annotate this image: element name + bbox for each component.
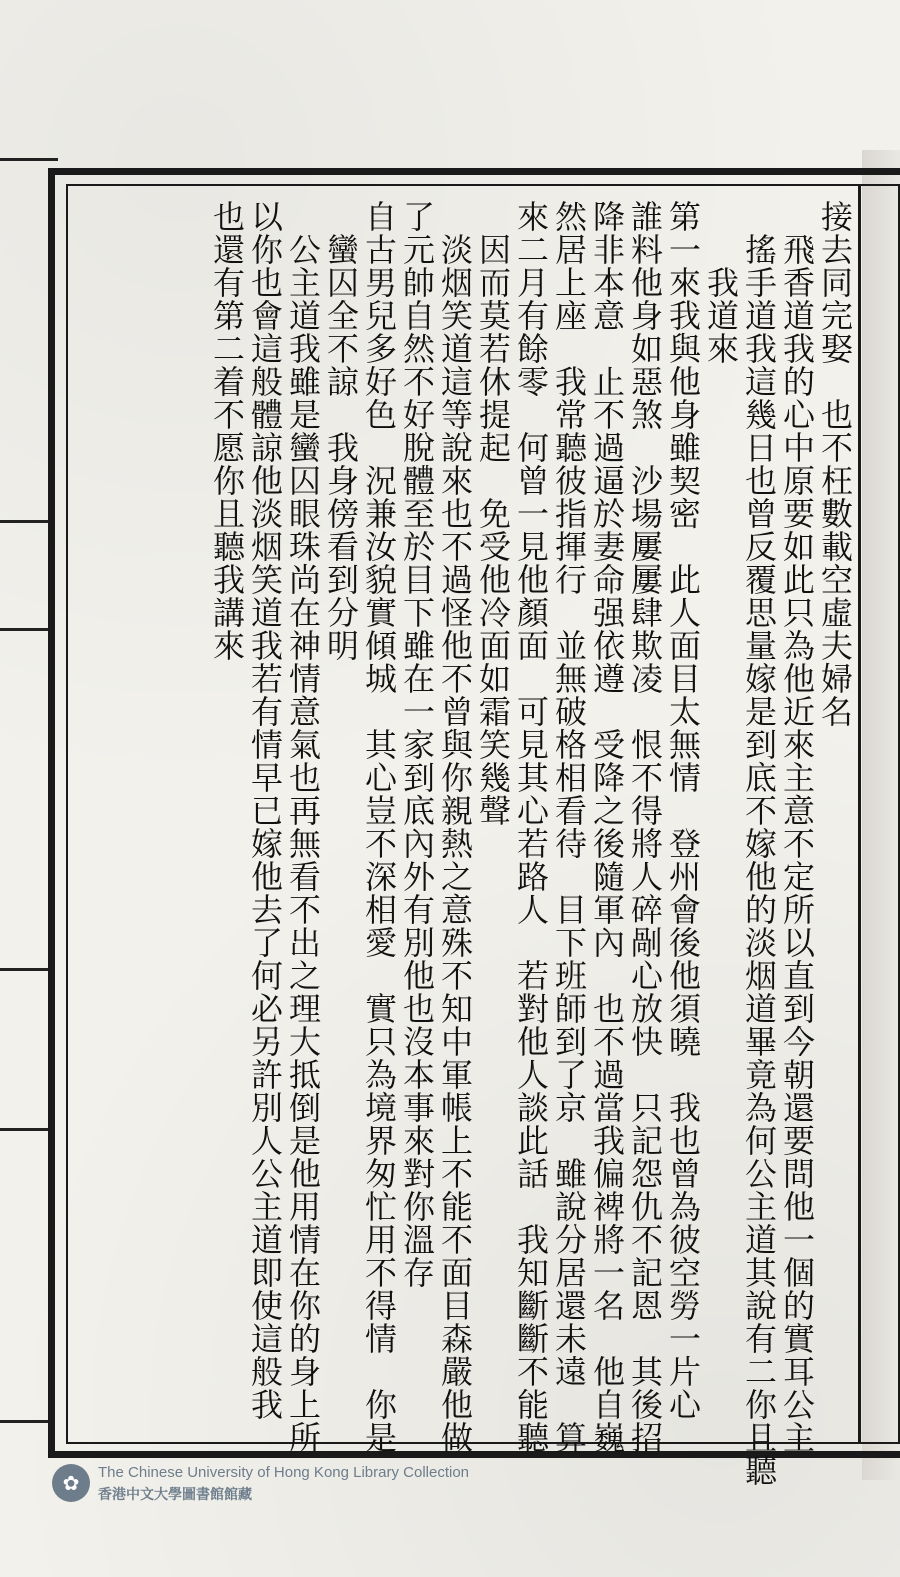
text-column: 然居上座 我常聽彼指揮行 並無破格相看待 目下班師到了京 雖說分居還未遠 算	[550, 200, 588, 1454]
binding-thread-mark	[0, 968, 50, 971]
text-column: 來二月有餘零 何曾一見他顏面 可見其心若路人 若對他人談此話 我知斷斷不能聽	[512, 200, 550, 1454]
text-column: 公主道我雖是蠻囚眼珠尚在神情意氣也再無看不出之理大抵倒是他用情在你的身上所	[284, 200, 322, 1454]
text-column: 了元帥自然不好脫體至於目下雖在一家到底內外有別他也沒本事來對你溫存	[398, 200, 436, 1289]
text-column: 自古男兒多好色 況兼汝貌實傾城 其心豈不深相愛 實只為境界匆忙用不得情 你是	[360, 200, 398, 1454]
text-column: 誰料他身如惡煞 沙場屢屢肆欺凌 恨不得將人碎剮心放快 只記怨仇不記恩 其後招	[626, 200, 664, 1454]
library-seal-icon: ✿	[52, 1464, 90, 1502]
text-column: 接去同完娶 也不枉數載空虛夫婦名	[816, 200, 854, 728]
binding-thread-mark	[0, 1420, 50, 1423]
text-column: 降非本意 止不過逼於妻命强依遵 受降之後隨軍內 也不過當我偏裨將一名 他自巍	[588, 200, 626, 1454]
text-column: 因而莫若休提起 免受他冷面如霜笑幾聲	[474, 200, 512, 827]
binding-thread-mark	[0, 1128, 50, 1131]
text-column: 我道來	[702, 200, 740, 365]
text-column: 飛香道我的心中原要如此只為他近來主意不定所以直到今朝還要問他一個的實耳公主	[778, 200, 816, 1454]
text-column: 淡烟笑道這等說來也不過怪他不曾與你親熱之意殊不知中軍帳上不能不面目森嚴他做	[436, 200, 474, 1454]
text-column: 蠻囚全不諒 我身傍看到分明	[322, 200, 360, 662]
binding-thread-mark	[0, 158, 58, 161]
collection-credit-en: The Chinese University of Hong Kong Library Collection	[98, 1464, 470, 1481]
text-column: 第一來我與他身雖契密 此人面目太無情 登州會後他須曉 我也曾為彼空勞一片心	[664, 200, 702, 1421]
collection-credit-zh: 香港中文大學圖書館館藏	[98, 1487, 252, 1503]
text-column: 以你也會這般體諒他淡烟笑道我若有情早已嫁他去了何必另許別人公主道即使這般我	[246, 200, 284, 1421]
binding-thread-mark	[0, 520, 50, 523]
text-column: 搖手道我這幾日也曾反覆思量嫁是到底不嫁他的淡烟道畢竟為何公主道其說有二你且聽	[740, 200, 778, 1487]
center-fold-rule	[858, 184, 861, 1444]
text-column: 也還有第二着不愿你且聽我講來	[208, 200, 246, 662]
binding-thread-mark	[0, 628, 50, 631]
